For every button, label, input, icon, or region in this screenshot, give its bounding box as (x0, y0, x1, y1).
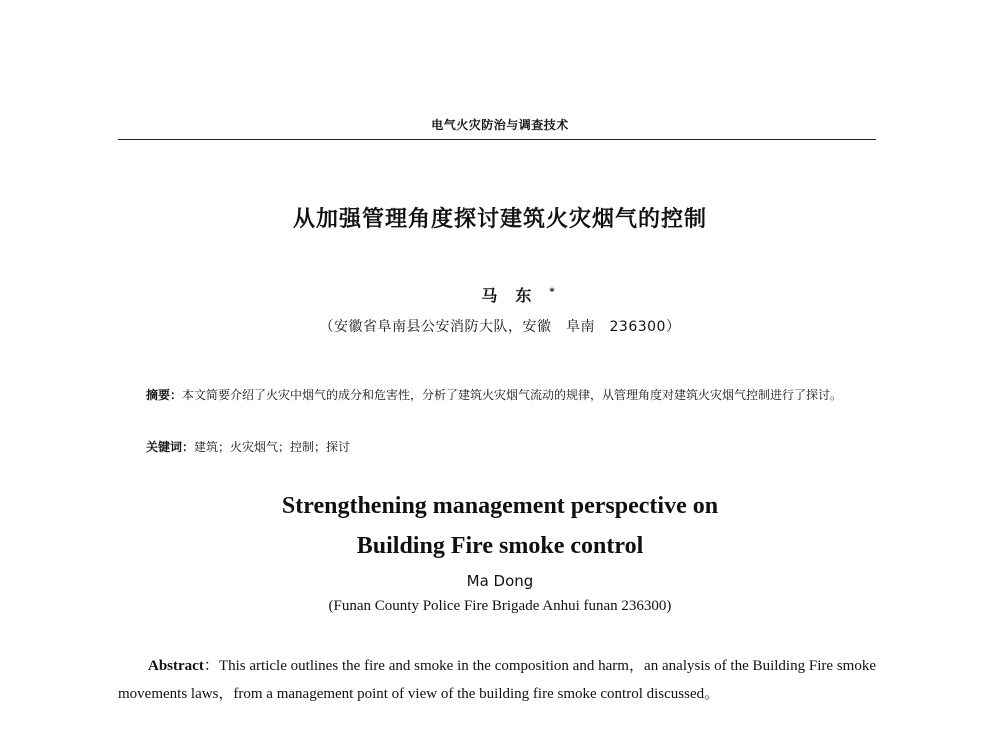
chinese-keywords-label: 关键词： (146, 440, 195, 454)
chinese-affiliation: （安徽省阜南县公安消防大队，安徽 阜南 236300） (319, 319, 681, 335)
chinese-author (0, 283, 1000, 306)
chinese-abstract-label: 摘要： (146, 388, 183, 402)
header-divider (118, 139, 876, 140)
english-author: Ma Dong (466, 572, 534, 590)
chinese-abstract-text: 本文简要介绍了火灾中烟气的成分和危害性，分析了建筑火灾烟气流动的规律，从管理角度对建筑火灾烟气控制进行了探讨。 (182, 388, 843, 402)
chinese-title: 从加强管理角度探讨建筑火灾烟气的控制 (292, 207, 707, 232)
chinese-abstract (118, 384, 876, 406)
english-abstract-label: Abstract (148, 658, 204, 674)
english-title-line-2: Building Fire smoke control (356, 533, 644, 559)
chinese-keywords (146, 438, 876, 455)
journal-section-header: 电气火灾防治与调查技术 (431, 118, 569, 132)
chinese-keywords-text: 建筑；火灾烟气；控制；探讨 (194, 440, 351, 454)
chinese-author-name: 马东 (481, 286, 550, 305)
english-abstract (118, 652, 876, 708)
english-title-line-1: Strengthening management perspective on (281, 493, 719, 519)
english-affiliation: (Funan County Police Fire Brigade Anhui funan 236300) (328, 598, 672, 614)
english-abstract-text: This article outlines the fire and smoke in the composition and harm，an analysis of the Building Fire smoke movements laws，from a management point of view of the building fire smoke control discussed。 (118, 658, 876, 702)
author-footnote-mark: * (549, 286, 555, 298)
english-abstract-separator: ： (203, 658, 219, 674)
